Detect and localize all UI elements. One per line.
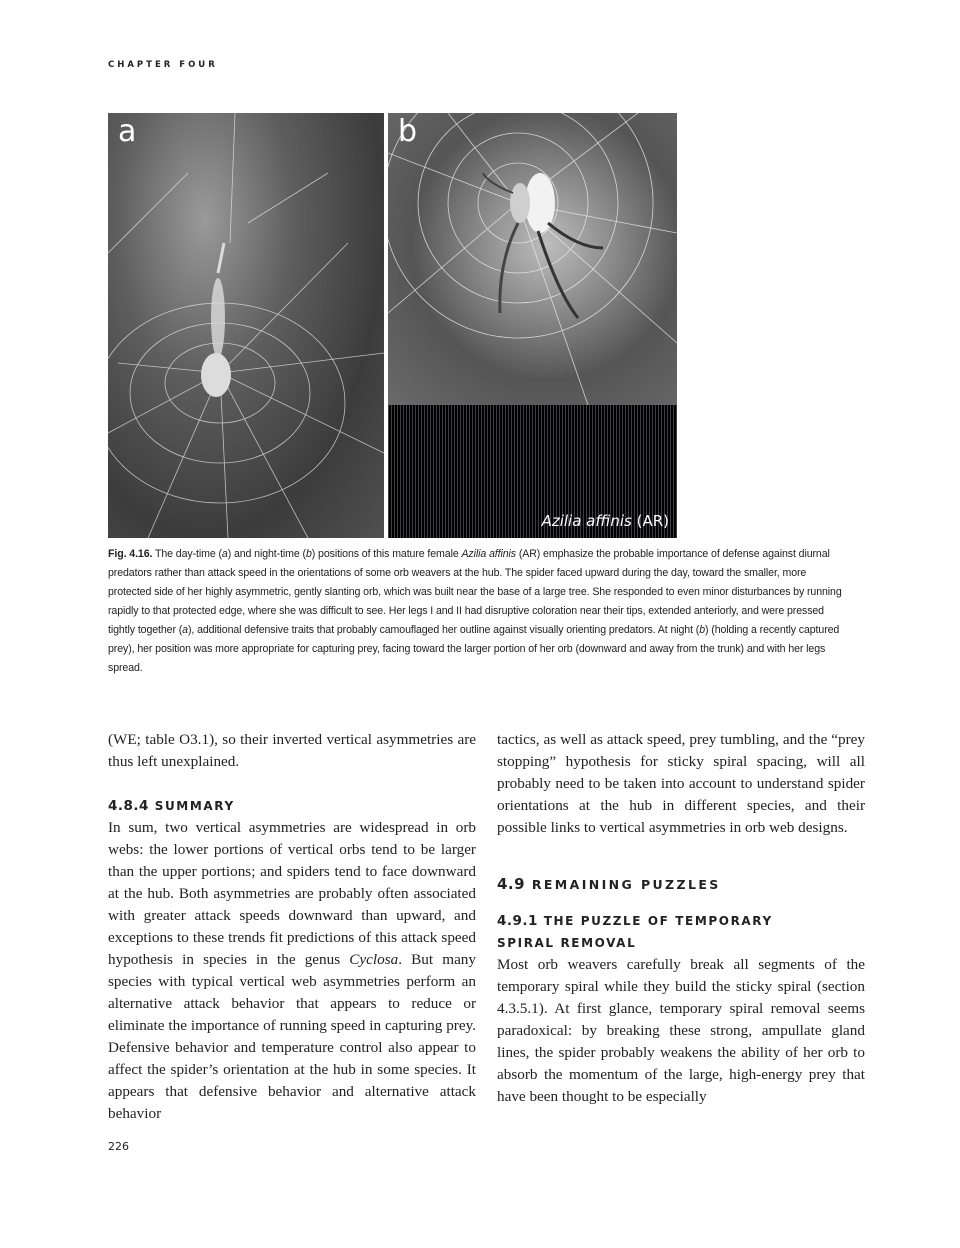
section-number: 4.8.4 [108, 798, 149, 814]
section-number: 4.9.1 [497, 913, 538, 929]
caption-text: The day-time ( [152, 548, 222, 560]
section-number: 4.9 [497, 875, 526, 893]
figure-4-16 [108, 113, 677, 538]
page-number: 226 [108, 1140, 129, 1153]
spider-a [201, 243, 231, 397]
caption-italic: b [699, 624, 705, 636]
photo-panel-a [108, 113, 384, 538]
section-heading-4-9-1 [497, 910, 865, 954]
section-title-line1: THE PUZZLE OF TEMPORARY [537, 914, 773, 928]
running-head: CHAPTER FOUR [108, 60, 218, 70]
left-column [108, 729, 476, 1125]
spider-web-photo-b [388, 113, 677, 405]
figure-caption [108, 545, 850, 678]
section-heading-4-9 [497, 873, 865, 896]
paragraph-text: In sum, two vertical asymmetries are widespread in orb webs: the lower portions of vertical orbs tend to be larger than the upper portions; and spiders tend to face downward at the hub. Both asymmetries are probably often associated with greater attack speeds downward than upward, and exceptions to these trends fit predictions of this attack speed hypothesis in species in the genus [108, 819, 476, 968]
panel-label-b: b [398, 114, 418, 149]
caption-species: Azilia affinis [461, 548, 516, 560]
species-name: Azilia affinis [541, 512, 632, 530]
genus-name: Cyclosa [349, 951, 399, 968]
paragraph: (WE; table O3.1), so their inverted vertical asymmetries are thus left unexplained. [108, 731, 476, 770]
spider-b [483, 173, 603, 318]
caption-italic: a [221, 548, 228, 560]
caption-italic: b [305, 548, 312, 560]
section-heading-4-8-4 [108, 795, 476, 817]
paragraph: tactics, as well as attack speed, prey tumbling, and the “prey stopping” hypothesis for sticky spiral spacing, will all probably need to be taken into account to understand spider orientations at the hub in different species, and their possible links to vertical asymmetries in orb web designs. [497, 731, 865, 836]
spider-web-lines-b [388, 113, 677, 405]
caption-text: (AR) emphasize the probable importance of defense against diurnal predators rather than attack speed in the orientations of some orb weavers at the hub. The spider faced upward during the day, toward the smaller, more protected side of her highly asymmetric, gently slanting orb, which was built near the base of a large tree. She responded to even minor disturbances by running rapidly to that protected edge, where she was difficult to see. Her legs I and II had disruptive coloration near their tips, extended anteriorly, and were pressed tightly together ( [108, 548, 842, 636]
panel-label-a: a [118, 114, 137, 149]
spider-web-photo-a [108, 113, 384, 538]
section-title: SUMMARY [148, 799, 235, 813]
section-title: REMAINING PUZZLES [525, 877, 721, 892]
photo-panel-b [388, 113, 677, 538]
species-code: (AR) [631, 512, 669, 530]
figure-number: Fig. 4.16. [108, 548, 153, 560]
section-title-line2: SPIRAL REMOVAL [497, 936, 637, 950]
right-column [497, 729, 865, 1108]
caption-text: ) positions of this mature female [311, 548, 462, 560]
paragraph: Most orb weavers carefully break all segments of the temporary spiral while they build the sticky spiral (section 4.3.5.1). At first glance, temporary spiral removal seems paradoxical: by breaking these strong, ampullate gland lines, the spider probably weakens the ability of her orb to absorb the momentum of the large, high-energy prey that have been thought to be especially [497, 956, 865, 1105]
paragraph-text: . But many species with typical vertical web asymmetries perform an alternative attack behavior that appears to reduce or eliminate the importance of running speed in capturing prey. Defensive behavior and temperature control also appear to affect the spider’s orientation at the hub in some species. It appears that defensive behavior and alternative attack behavior [108, 951, 476, 1122]
caption-text: ) (holding a recently captured prey), her position was more appropriate for capturing prey, facing toward the larger portion of her orb (downward and away from the trunk) and with her legs spread. [108, 624, 840, 674]
paragraph [108, 817, 476, 1125]
caption-italic: a [182, 624, 188, 636]
species-label [542, 512, 669, 530]
caption-text: ), additional defensive traits that probably camouflaged her outline against visually orienting predators. At night ( [187, 624, 700, 636]
caption-text: ) and night-time ( [227, 548, 306, 560]
